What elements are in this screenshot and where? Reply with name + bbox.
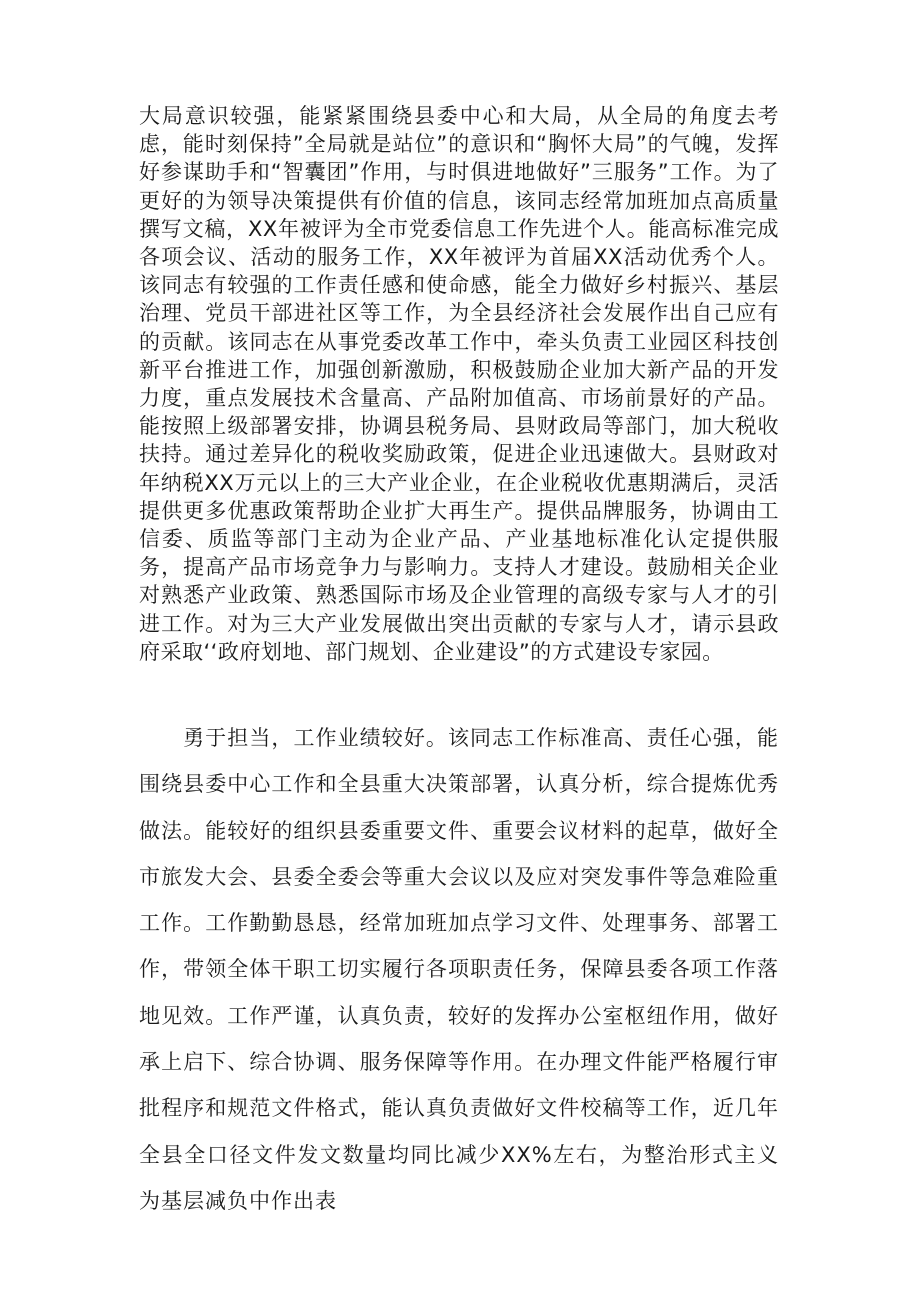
body-paragraph-2: 勇于担当，工作业绩较好。该同志工作标准高、责任心强，能围绕县委中心工作和全县重大决策部署，认真分析，综合提炼优秀做法。能较好的组织县委重要文件、重要会议材料的起草，做好全市旅发大会、县委全委会等重大会议以及应对突发事件等急难险重工作。工作勤勤恳恳，经常加班加点学习文件、处理事务、部署工作，带领全体干职工切实履行各项职责任务，保障县委各项工作落地见效。工作严谨，认真负责，较好的发挥办公室枢纽作用，做好承上启下、综合协调、服务保障等作用。在办理文件能严格履行审批程序和规范文件格式，能认真负责做好文件校稿等工作，近几年全县全口径文件发文数量均同比减少XX%左右，为整治形式主义为基层减负中作出表: [139, 726, 779, 1213]
body-paragraph-1: 大局意识较强，能紧紧围绕县委中心和大局，从全局的角度去考虑，能时刻保持”全局就是站位”的意识和“胸怀大局”的气魄，发挥好参谋助手和“智囊团”作用，与时俱进地做好”三服务”工作。为了更好的为领导决策提供有价值的信息，该同志经常加班加点高质量撰写文稿，XX年被评为全市党委信息工作先进个人。能高标准完成各项会议、活动的服务工作，XX年被评为首届XX活动优秀个人。该同志有较强的工作责任感和使命感，能全力做好乡村振兴、基层治理、党员干部进社区等工作，为全县经济社会发展作出自己应有的贡献。该同志在从事党委改革工作中，牵头负责工业园区科技创新平台推进工作，加强创新激励，积极鼓励企业加大新产品的开发力度，重点发展技术含量高、产品附加值高、市场前景好的产品。能按照上级部署安排，协调县税务局、县财政局等部门，加大税收扶持。通过差异化的税收奖励政策，促进企业迅速做大。县财政对年纳税XX万元以上的三大产业企业，在企业税收优惠期满后，灵活提供更多优惠政策帮助企业扩大再生产。提供品牌服务，协调由工信委、质监等部门主动为企业产品、产业基地标准化认定提供服务，提高产品市场竞争力与影响力。支持人才建设。鼓励相关企业对熟悉产业政策、熟悉国际市场及企业管理的高级专家与人才的引进工作。对为三大产业发展做出突出贡献的专家与人才，请示县政府采取‘‘政府划地、部门规划、企业建设”的方式建设专家园。: [139, 104, 779, 664]
